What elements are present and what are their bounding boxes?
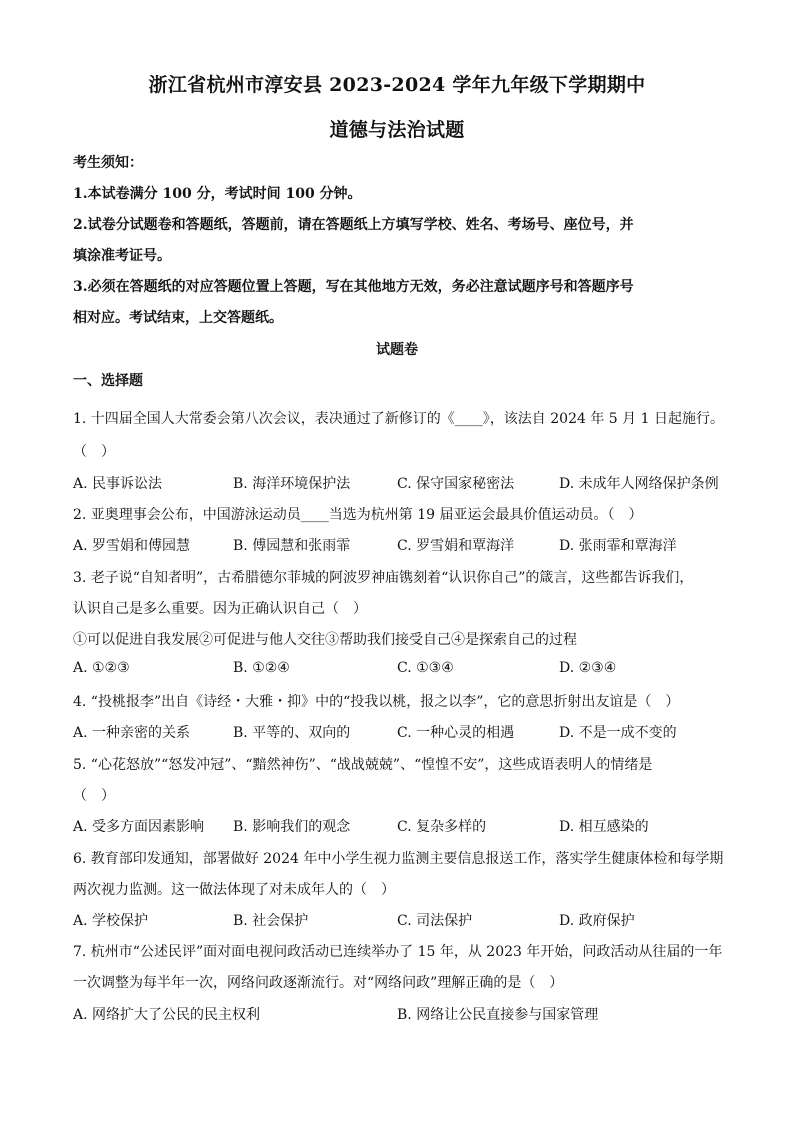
- question-2-options: [73, 535, 733, 555]
- option-b: B. 影响我们的观念: [233, 819, 351, 835]
- exam-title: 浙江省杭州市淳安县 2023-2024 学年九年级下学期期中: [148, 74, 646, 96]
- question-6-stem: 6. 教育部印发通知，部署做好 2024 年中小学生视力监测主要信息报送工作，落实学生健康体检和每学期: [73, 851, 724, 867]
- question-5-stem: （ ）: [73, 788, 115, 804]
- option-a: A. 罗雪娟和傅园慧: [73, 538, 191, 554]
- question-1-options: [73, 473, 733, 493]
- option-c: C. 司法保护: [397, 913, 473, 929]
- question-6-options: [73, 910, 733, 930]
- question-5-options: [73, 816, 733, 836]
- exam-subtitle: 道德与法治试题: [329, 119, 465, 141]
- question-6-stem: 两次视力监测。这一做法体现了对未成年人的（ ）: [73, 882, 395, 898]
- option-b: B. 社会保护: [233, 913, 309, 929]
- question-5-stem: 5. “心花怒放”“怒发冲冠”、“黯然神伤”、“战战兢兢”、“惶惶不安”，这些成语表明人的情绪是: [73, 757, 653, 773]
- option-a: A. 网络扩大了公民的民主权利: [73, 1007, 261, 1023]
- option-c: C. 罗雪娟和覃海洋: [397, 538, 515, 554]
- notice-heading: 考生须知：: [73, 155, 143, 171]
- option-b: B. ①②④: [233, 660, 290, 676]
- option-c: C. ①③④: [397, 660, 454, 676]
- option-b: B. 网络让公民直接参与国家管理: [397, 1007, 599, 1023]
- question-4-stem: 4. “投桃报李”出自《诗经・大雅・抑》中的“投我以桃，报之以李”，它的意思折射出友谊是（ ）: [73, 694, 680, 710]
- notice-item: 2.试卷分试题卷和答题纸，答题前，请在答题纸上方填写学校、姓名、考场号、座位号，并: [73, 217, 634, 233]
- option-a: A. ①②③: [73, 660, 130, 676]
- option-a: A. 一种亲密的关系: [73, 725, 191, 741]
- option-c: C. 一种心灵的相遇: [397, 725, 515, 741]
- section-title: 一、选择题: [73, 373, 143, 389]
- option-b: B. 傅园慧和张雨霏: [233, 538, 351, 554]
- notice-item: 填涂准考证号。: [73, 248, 171, 264]
- notice-item: 相对应。考试结束，上交答题纸。: [73, 310, 283, 326]
- question-2-stem: 2. 亚奥理事会公布，中国游泳运动员____当选为杭州第 19 届亚运会最具价值运动员。（ ）: [73, 507, 643, 523]
- question-3-stem: 认识自己是多么重要。因为正确认识自己（ ）: [73, 601, 367, 617]
- question-3-options: [73, 660, 733, 680]
- option-d: D. 未成年人网络保护条例: [559, 476, 719, 492]
- question-3-statements: ①可以促进自我发展②可促进与他人交往③帮助我们接受自己④是探索自己的过程: [73, 632, 577, 648]
- question-4-options: [73, 722, 733, 742]
- question-7-options: [73, 1004, 733, 1024]
- option-a: A. 学校保护: [73, 913, 149, 929]
- option-d: D. 相互感染的: [559, 819, 649, 835]
- question-7-stem: 7. 杭州市“公述民评”面对面电视问政活动已连续举办了 15 年，从 2023 年开始，问政活动从往届的一年: [73, 944, 723, 960]
- option-c: C. 保守国家秘密法: [397, 476, 515, 492]
- option-a: A. 受多方面因素影响: [73, 819, 205, 835]
- notice-item: 3.必须在答题纸的对应答题位置上答题，写在其他地方无效，务必注意试题序号和答题序号: [73, 279, 634, 295]
- option-a: A. 民事诉讼法: [73, 476, 163, 492]
- notice-item: 1.本试卷满分 100 分，考试时间 100 分钟。: [73, 186, 362, 202]
- option-d: D. 政府保护: [559, 913, 635, 929]
- option-c: C. 复杂多样的: [397, 819, 487, 835]
- question-3-stem: 3. 老子说“自知者明”，古希腊德尔菲城的阿波罗神庙镌刻着“认识你自己”的箴言，这些都告诉我们，: [73, 570, 694, 586]
- option-d: D. ②③④: [559, 660, 617, 676]
- option-b: B. 平等的、双向的: [233, 725, 351, 741]
- question-1-stem: 1. 十四届全国人大常委会第八次会议，表决通过了新修订的《____》，该法自 2024 年 5 月 1 日起施行。: [73, 411, 724, 427]
- option-b: B. 海洋环境保护法: [233, 476, 351, 492]
- paper-label: 试题卷: [376, 342, 418, 358]
- question-7-stem: 一次调整为每半年一次，网络问政逐渐流行。对“网络问政”理解正确的是（ ）: [73, 975, 564, 991]
- question-1-stem: （ ）: [73, 444, 115, 460]
- option-d: D. 张雨霏和覃海洋: [559, 538, 677, 554]
- option-d: D. 不是一成不变的: [559, 725, 677, 741]
